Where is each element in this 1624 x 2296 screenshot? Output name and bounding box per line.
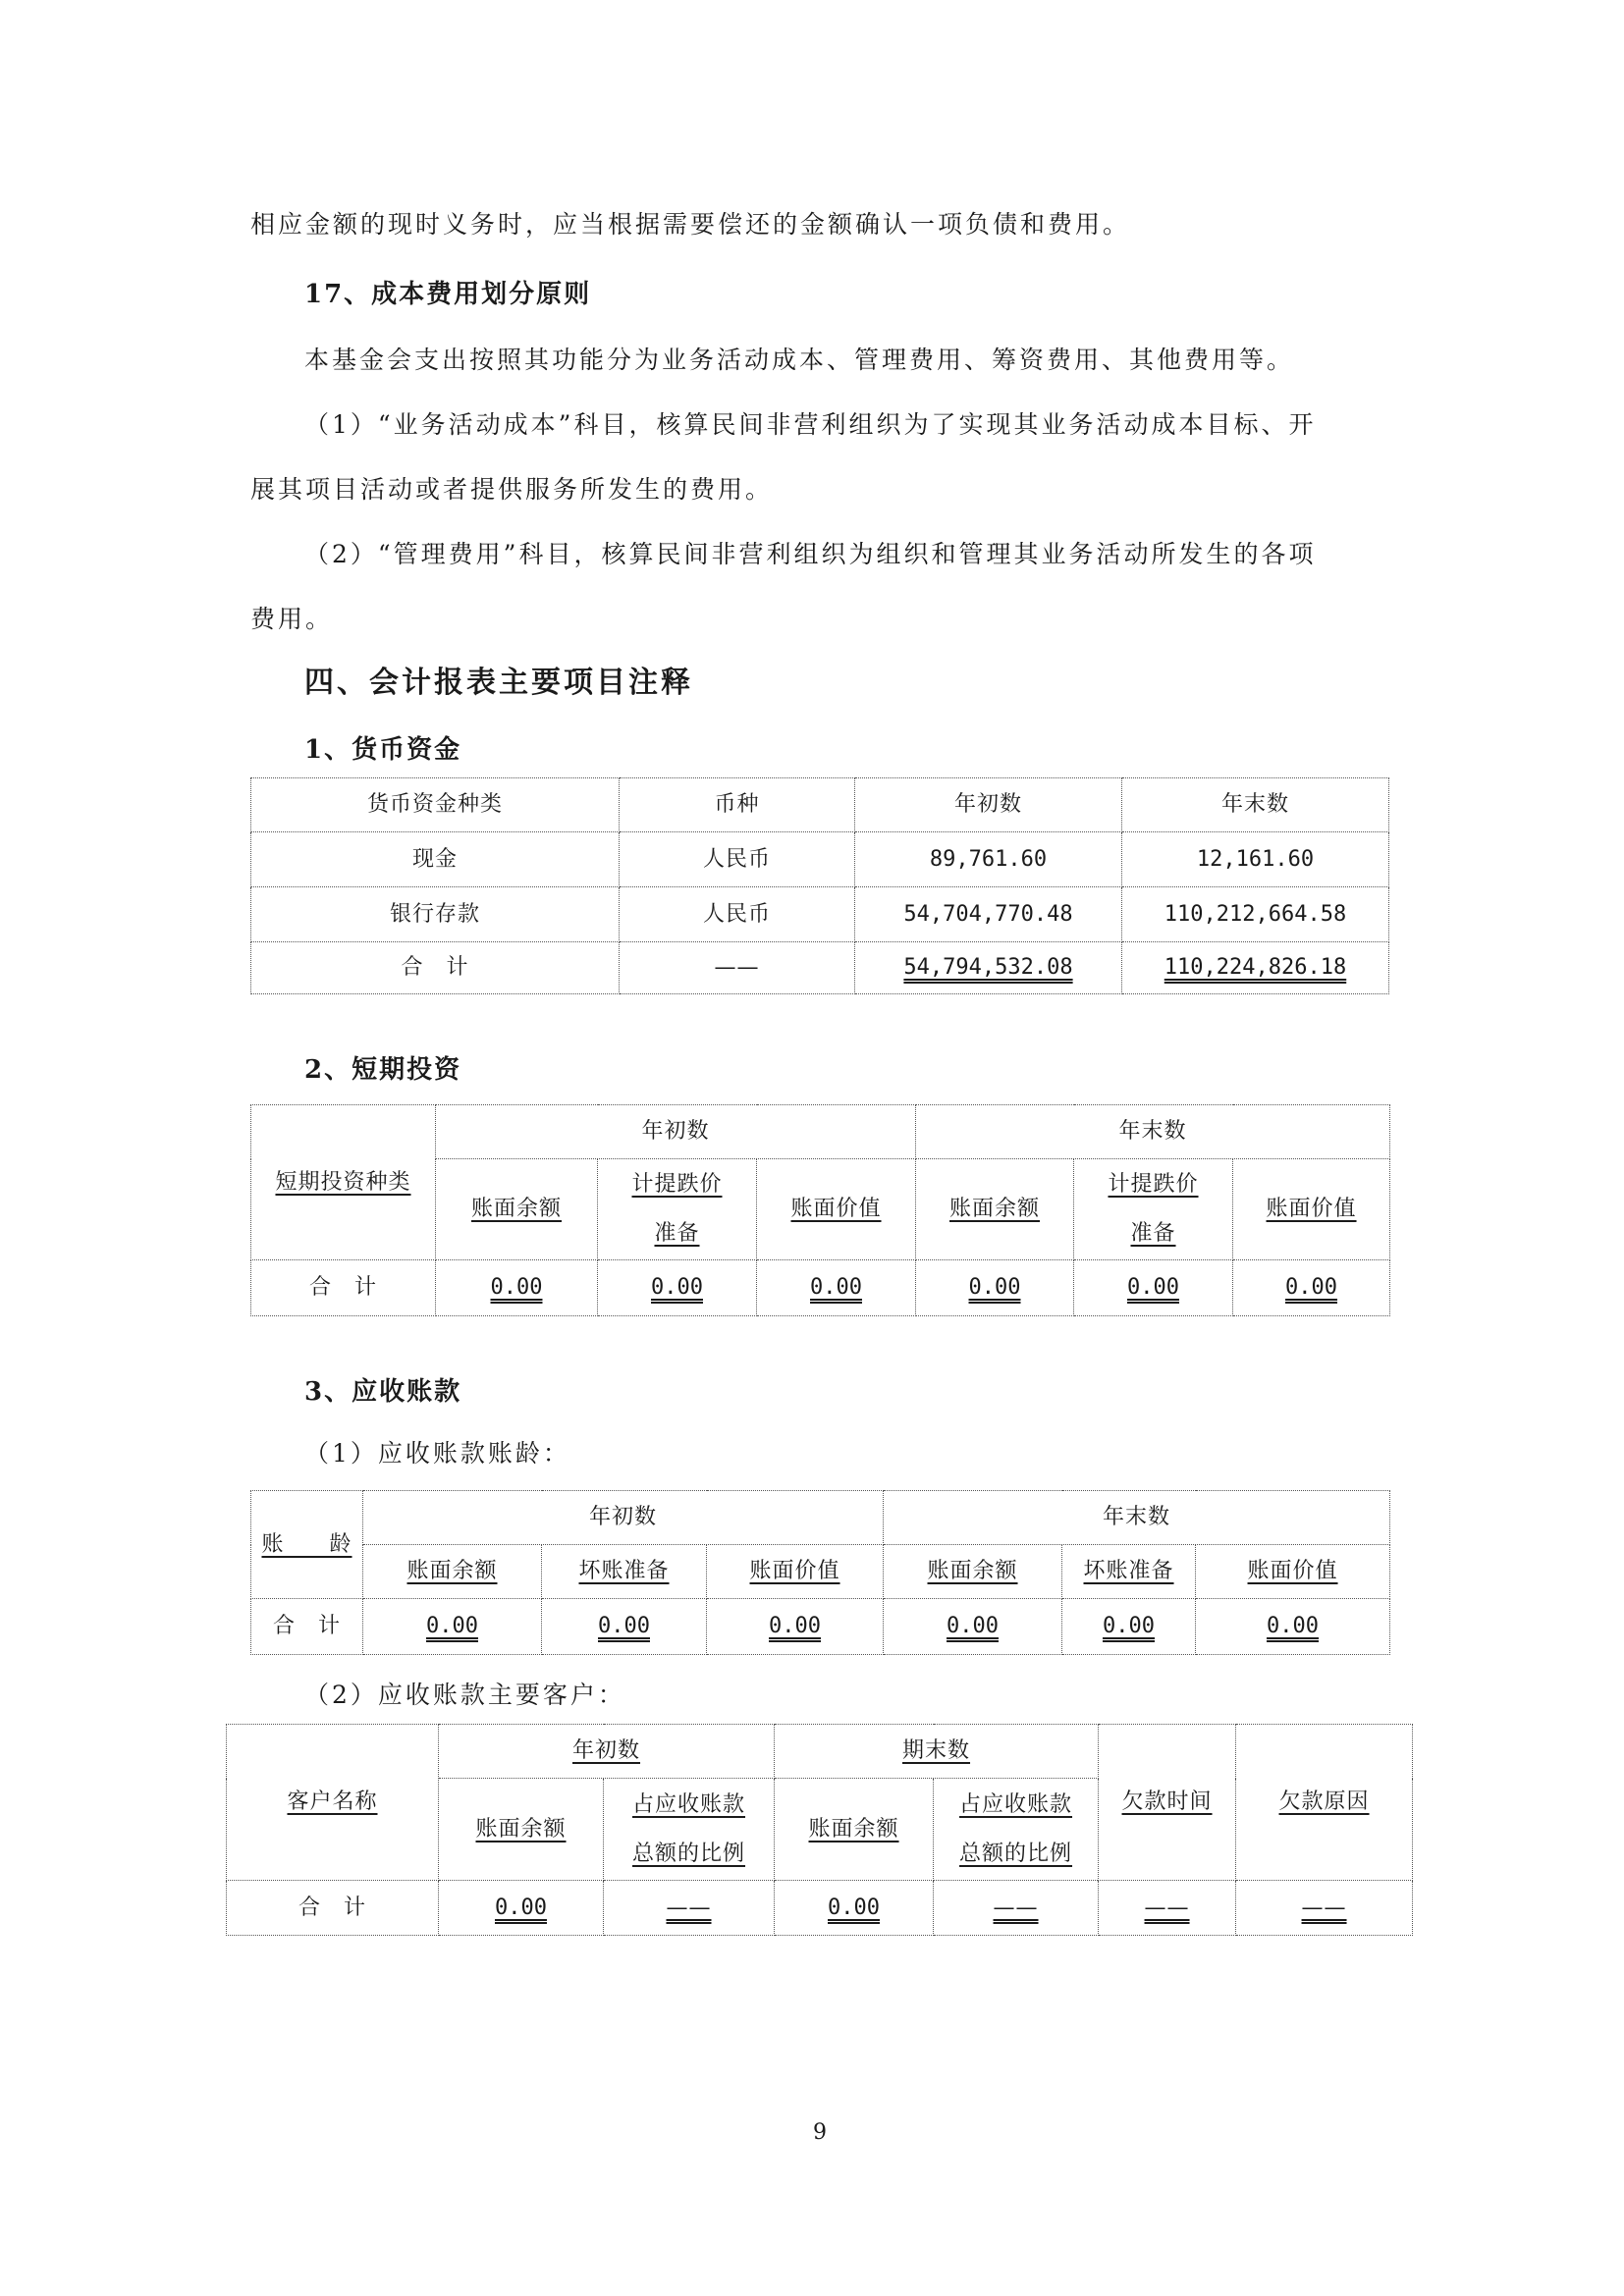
aging-total-cell: 0.00: [1062, 1599, 1196, 1655]
short-invest-sub-balance: 账面余额: [436, 1159, 598, 1260]
short-invest-total-cell: 0.00: [1233, 1260, 1390, 1316]
cash-currency-cell: 人民币: [620, 832, 855, 887]
receivable-aging-title: （1）应收账款账龄：: [304, 1439, 570, 1468]
customer-total-cell: 0.00: [439, 1881, 604, 1936]
cash-header-begin: 年初数: [855, 778, 1122, 832]
cash-header-end: 年末数: [1122, 778, 1389, 832]
paragraph-business-cost-1: （1）“业务活动成本”科目，核算民间非营利组织为了实现其业务活动成本目标、开: [304, 410, 1317, 439]
cash-total-begin: 54,794,532.08: [855, 942, 1122, 994]
owed-reason-header: 欠款原因: [1236, 1725, 1413, 1881]
customer-total-cell: ——: [604, 1881, 775, 1936]
receivable-aging-table: [250, 1490, 1390, 1655]
heading-cash: 1、货币资金: [304, 735, 462, 765]
cash-total-currency: ——: [620, 942, 855, 994]
paragraph-business-cost-2: 展其项目活动或者提供服务所发生的费用。: [250, 475, 774, 504]
customer-total-cell: ——: [1236, 1881, 1413, 1936]
customer-total-cell: ——: [1099, 1881, 1236, 1936]
aging-sub-baddebt: 坏账准备: [1062, 1545, 1196, 1599]
aging-header: 账 龄: [251, 1491, 363, 1599]
aging-sub-baddebt: 坏账准备: [542, 1545, 707, 1599]
receivable-customer-title: （2）应收账款主要客户：: [304, 1681, 625, 1709]
short-invest-total-cell: 0.00: [1074, 1260, 1233, 1316]
page-number: 9: [813, 2120, 827, 2145]
short-invest-end-group: 年末数: [916, 1105, 1390, 1159]
customer-sub-ratio: 占应收账款总额的比例: [934, 1779, 1099, 1881]
short-invest-total-cell: 0.00: [757, 1260, 916, 1316]
short-invest-total-cell: 0.00: [436, 1260, 598, 1316]
aging-total-label: 合 计: [251, 1599, 363, 1655]
cash-begin-cell: 54,704,770.48: [855, 887, 1122, 942]
paragraph-liability: 相应金额的现时义务时，应当根据需要偿还的金额确认一项负债和费用。: [250, 210, 1131, 239]
short-invest-total-label: 合 计: [251, 1260, 436, 1316]
cash-total-row: [251, 942, 1389, 994]
customer-total-cell: ——: [934, 1881, 1099, 1936]
owed-time-header: 欠款时间: [1099, 1725, 1236, 1881]
short-invest-sub-provision: 计提跌价准备: [598, 1159, 757, 1260]
heading-receivable: 3、应收账款: [304, 1377, 462, 1407]
cash-type-cell: 现金: [251, 832, 620, 887]
cash-type-cell: 银行存款: [251, 887, 620, 942]
short-invest-kind-header: 短期投资种类: [251, 1105, 436, 1260]
aging-sub-balance: 账面余额: [884, 1545, 1062, 1599]
customer-total-label: 合 计: [227, 1881, 439, 1936]
customer-total-row: [227, 1881, 1413, 1936]
short-invest-total-cell: 0.00: [598, 1260, 757, 1316]
customer-name-header: 客户名称: [227, 1725, 439, 1881]
aging-sub-value: 账面价值: [1196, 1545, 1390, 1599]
customer-sub-ratio: 占应收账款总额的比例: [604, 1779, 775, 1881]
cash-currency-cell: 人民币: [620, 887, 855, 942]
heading-short-invest: 2、短期投资: [304, 1055, 462, 1085]
receivable-customer-table: [226, 1724, 1413, 1936]
short-invest-begin-group: 年初数: [436, 1105, 916, 1159]
customer-sub-balance: 账面余额: [775, 1779, 934, 1881]
cash-table: [250, 777, 1389, 994]
aging-sub-value: 账面价值: [707, 1545, 884, 1599]
aging-total-cell: 0.00: [363, 1599, 542, 1655]
aging-total-cell: 0.00: [707, 1599, 884, 1655]
cash-total-label: 合 计: [251, 942, 620, 994]
customer-begin-group: 年初数: [439, 1725, 775, 1779]
cash-end-cell: 110,212,664.58: [1122, 887, 1389, 942]
section-title-notes: 四、会计报表主要项目注释: [304, 666, 693, 700]
aging-total-cell: 0.00: [542, 1599, 707, 1655]
aging-end-group: 年末数: [884, 1491, 1390, 1545]
paragraph-management-cost-2: 费用。: [250, 605, 334, 633]
cash-end-cell: 12,161.60: [1122, 832, 1389, 887]
cash-header-type: 货币资金种类: [251, 778, 620, 832]
cash-header-currency: 币种: [620, 778, 855, 832]
customer-total-cell: 0.00: [775, 1881, 934, 1936]
aging-total-cell: 0.00: [1196, 1599, 1390, 1655]
cash-total-end: 110,224,826.18: [1122, 942, 1389, 994]
customer-end-group: 期末数: [775, 1725, 1099, 1779]
aging-begin-group: 年初数: [363, 1491, 884, 1545]
paragraph-expense-classes: 本基金会支出按照其功能分为业务活动成本、管理费用、筹资费用、其他费用等。: [304, 346, 1295, 374]
short-invest-sub-value: 账面价值: [1233, 1159, 1390, 1260]
aging-total-cell: 0.00: [884, 1599, 1062, 1655]
customer-sub-balance: 账面余额: [439, 1779, 604, 1881]
short-invest-total-row: [251, 1260, 1390, 1316]
paragraph-management-cost-1: （2）“管理费用”科目，核算民间非营利组织为组织和管理其业务活动所发生的各项: [304, 540, 1317, 568]
heading-cost-principle: 17、成本费用划分原则: [304, 280, 592, 309]
short-invest-sub-value: 账面价值: [757, 1159, 916, 1260]
short-invest-table: [250, 1104, 1390, 1316]
table-row: [251, 832, 1389, 887]
short-invest-sub-provision: 计提跌价准备: [1074, 1159, 1233, 1260]
aging-total-row: [251, 1599, 1390, 1655]
cash-begin-cell: 89,761.60: [855, 832, 1122, 887]
table-row: [251, 887, 1389, 942]
short-invest-total-cell: 0.00: [916, 1260, 1074, 1316]
aging-sub-balance: 账面余额: [363, 1545, 542, 1599]
short-invest-sub-balance: 账面余额: [916, 1159, 1074, 1260]
